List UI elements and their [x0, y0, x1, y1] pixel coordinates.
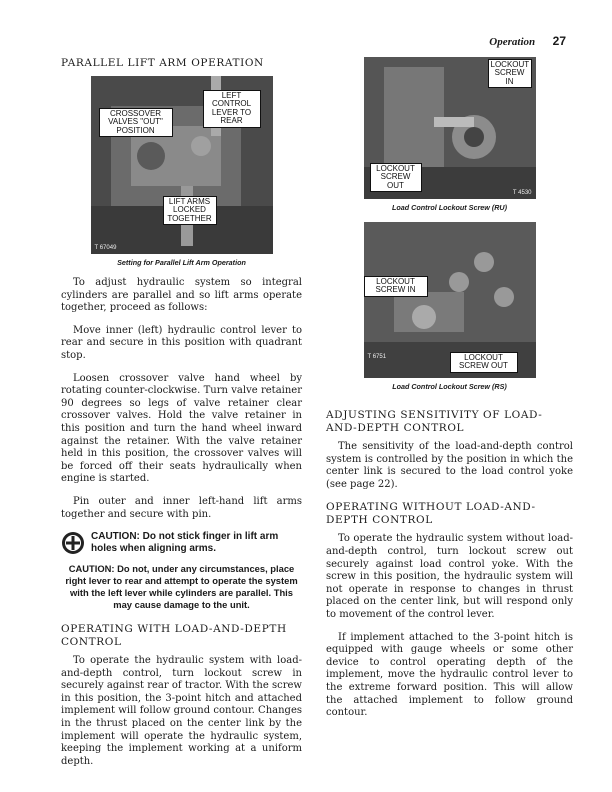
page-header: [489, 34, 566, 48]
callout-lift-arms: LIFT ARMS LOCKED TOGETHER: [163, 196, 217, 225]
callout-crossover-valves: CROSSOVER VALVES "OUT" POSITION: [99, 108, 173, 137]
callout-lockout-out: LOCKOUT SCREW OUT: [370, 163, 422, 192]
photo-parallel-lift: [91, 76, 273, 254]
heading-adjusting-sensitivity: ADJUSTING SENSITIVITY OF LOAD-AND-DEPTH CONTROL: [326, 409, 543, 434]
caution-lever: CAUTION: Do not, under any circumstances, place right lever to rear and attempt to operate the system with the left lever while cylinders are parallel. This may cause damage to the unit.: [65, 563, 298, 611]
caption-lockout-ru: Load Control Lockout Screw (RU): [392, 203, 507, 212]
callout-left-control-lever: LEFT CONTROL LEVER TO REAR: [203, 90, 261, 128]
photo-lockout-rs: [364, 222, 536, 378]
callout-lockout-in: LOCKOUT SCREW IN: [364, 276, 428, 297]
heading-parallel-lift: PARALLEL LIFT ARM OPERATION: [61, 57, 264, 69]
figure-number: T 6751: [367, 354, 387, 360]
paragraph: Pin outer and inner left-hand lift arms together and secure with pin.: [61, 495, 302, 520]
caption-parallel-lift: Setting for Parallel Lift Arm Operation: [117, 258, 246, 267]
right-column: [326, 57, 573, 730]
caution-finger: [61, 531, 302, 555]
callout-lockout-in: LOCKOUT SCREW IN: [488, 59, 532, 88]
paragraph: To adjust hydraulic system so integral cylinders are parallel and so lift arms operate together, proceed as follows:: [61, 277, 302, 314]
safety-alert-icon: [61, 531, 85, 555]
figure-number: T 67049: [94, 245, 117, 251]
heading-without-load-depth: OPERATING WITHOUT LOAD-AND-DEPTH CONTROL: [326, 501, 536, 527]
callout-lockout-out: LOCKOUT SCREW OUT: [450, 352, 518, 373]
paragraph: Loosen crossover valve hand wheel by rotating counter-clockwise. Turn valve retainer 90 degrees so legs of valve retainer clear crossover valves. Hold the valve retainer in this position and turn the hand wheel inward against the retainer. With the valve retainer held in this position, the crossover valves will be forced off their seats hydraulically when engine is started.: [61, 372, 302, 485]
figure-number: T 4530: [512, 190, 532, 196]
page-number: 27: [552, 34, 566, 48]
paragraph: Move inner (left) hydraulic control lever to rear and secure in this position with quadrant stop.: [61, 324, 302, 361]
caution-text: CAUTION: Do not stick finger in lift arm holes when aligning arms.: [91, 531, 279, 555]
section-name: Operation: [489, 36, 536, 48]
left-column: [61, 57, 302, 778]
paragraph: To operate the hydraulic system without load-and-depth control, turn lockout screw out securely against load control yoke. With the screw in this position, the hydraulic system will not operate in response to changes in thrust placed on the center link, but will respond only to movement of the control lever.: [326, 533, 573, 620]
caption-lockout-rs: Load Control Lockout Screw (RS): [392, 382, 507, 391]
paragraph: The sensitivity of the load-and-depth control system is controlled by the position in which the center link is secured to the load control yoke (see page 22).: [326, 441, 573, 490]
heading-with-load-depth: OPERATING WITH LOAD-AND-DEPTH CONTROL: [61, 623, 287, 649]
paragraph: To operate the hydraulic system with load-and-depth control, turn lockout screw in securely against rear of tractor. With the screw in this position, the 3-point hitch and attached implement will follow ground contour. Changes in the thrust placed on the center link by the implement will operate the hydraulic system, keeping the implement working at a uniform depth.: [61, 655, 302, 767]
photo-lockout-ru: [364, 57, 536, 199]
paragraph: If implement attached to the 3-point hitch is equipped with gauge wheels or some other device to control operating depth of the implement, move the hydraulic control lever to the extreme forward position. This will allow the attached implement to follow ground contour.: [326, 631, 573, 719]
